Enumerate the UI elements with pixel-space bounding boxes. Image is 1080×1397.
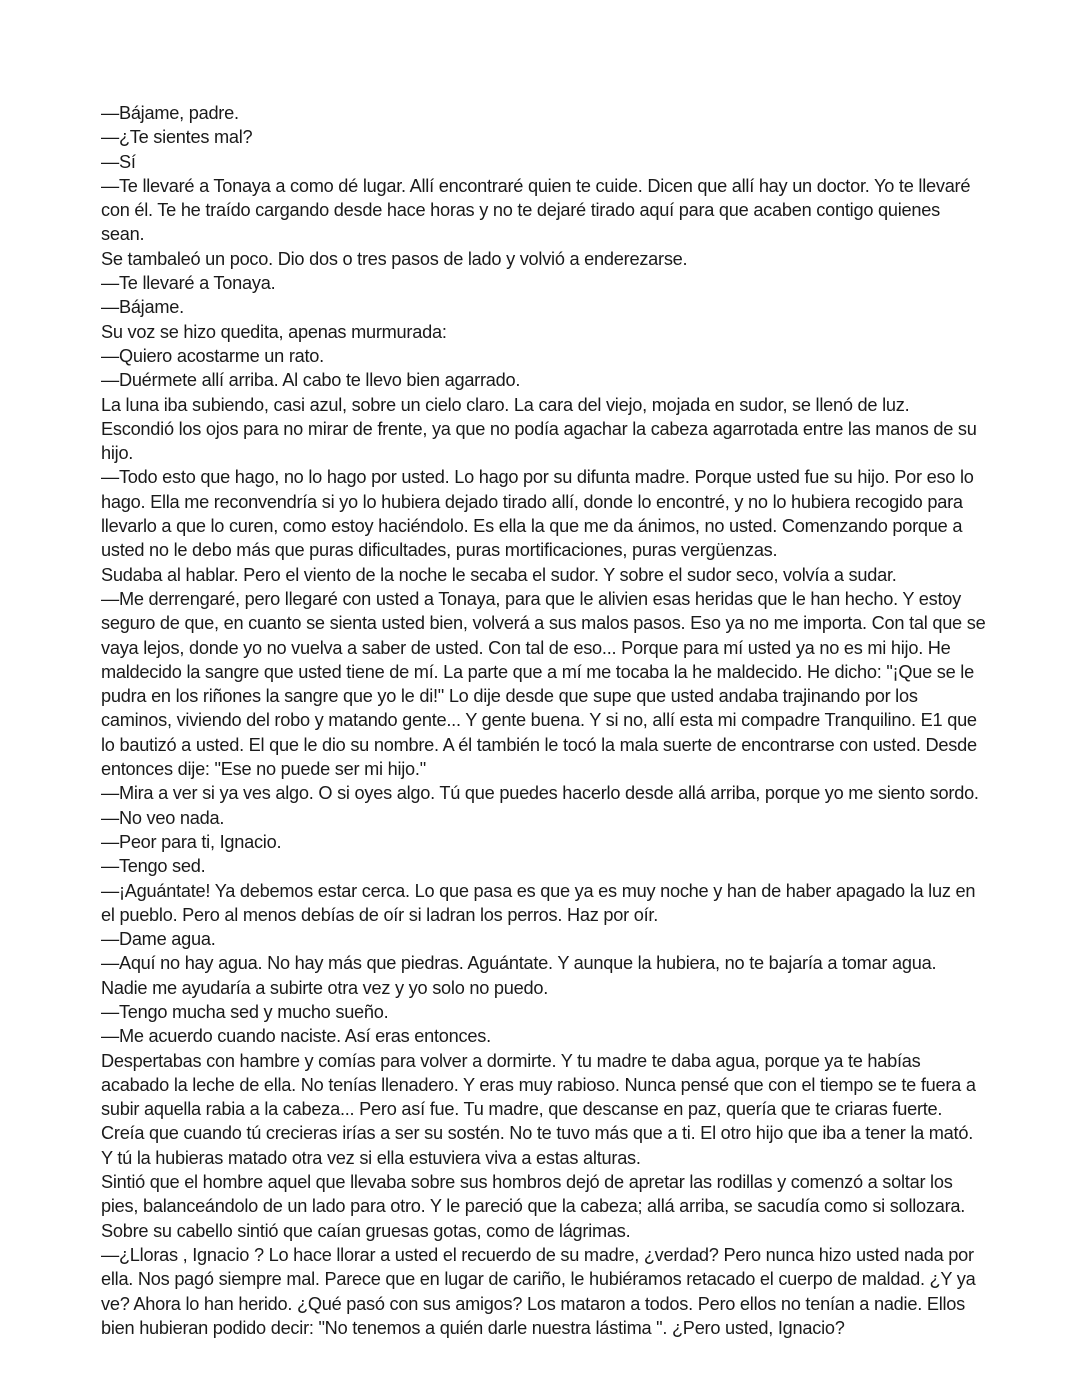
- paragraph: La luna iba subiendo, casi azul, sobre un cielo claro. La cara del viejo, mojada en sudor, se llenó de luz. Escondió los ojos para no mirar de frente, ya que no podía agachar la cabeza agarrotada entre las manos de su hijo.: [101, 394, 977, 464]
- paragraph: Sintió que el hombre aquel que llevaba sobre sus hombros dejó de apretar las rodillas y comenzó a soltar los pies, balanceándolo de un lado para otro. Y le pareció que la cabeza; allá arriba, se sacudía como si sollozara.: [101, 1172, 966, 1217]
- paragraph: —Sí: [101, 151, 136, 172]
- paragraph: —Quiero acostarme un rato.: [101, 345, 324, 366]
- paragraph: —Me acuerdo cuando naciste. Así eras entonces.: [101, 1026, 491, 1047]
- paragraph: —Tengo sed.: [101, 856, 206, 877]
- paragraph: —Bájame, padre.: [101, 103, 239, 123]
- paragraph: —¿Te sientes mal?: [101, 127, 253, 148]
- paragraph: —Dame agua.: [101, 929, 216, 950]
- paragraph: —Todo esto que hago, no lo hago por usted. Lo hago por su difunta madre. Porque usted fue su hijo. Por eso lo hago. Ella me reconvendría si yo lo hubiera dejado tirado allí, donde lo encontré, y no lo hubiera recogido para llevarlo a que lo curen, como estoy haciéndolo. Es ella la que me da ánimos, no usted. Comenzando porque a usted no le debo más que puras dificultades, puras mortificaciones, puras vergüenzas.: [101, 467, 974, 561]
- paragraph: —Bájame.: [101, 297, 184, 318]
- paragraph: —Aquí no hay agua. No hay más que piedras. Aguántate. Y aunque la hubiera, no te bajaría a tomar agua. Nadie me ayudaría a subirte otra vez y yo solo no puedo.: [101, 953, 937, 998]
- paragraph: —Tengo mucha sed y mucho sueño.: [101, 1001, 389, 1022]
- story-text: [101, 101, 986, 1340]
- paragraph: —Mira a ver si ya ves algo. O si oyes algo. Tú que puedes hacerlo desde allá arriba, porque yo me siento sordo.: [101, 783, 979, 804]
- paragraph: —Te llevaré a Tonaya a como dé lugar. Allí encontraré quien te cuide. Dicen que allí hay un doctor. Yo te llevaré con él. Te he traído cargando desde hace horas y no te dejaré tirado aquí para que acaben contigo quienes sean.: [101, 175, 971, 245]
- paragraph: Despertabas con hambre y comías para volver a dormirte. Y tu madre te daba agua, porque ya te habías acabado la leche de ella. No tenías llenadero. Y eras muy rabioso. Nunca pensé que con el tiempo se te fuera a subir aquella rabia a la cabeza... Pero así fue. Tu madre, que descanse en paz, quería que te criaras fuerte. Creía que cuando tú crecieras irías a ser su sostén. No te tuvo más que a ti. El otro hijo que iba a tener la mató. Y tú la hubieras matado otra vez si ella estuviera viva a estas alturas.: [101, 1050, 976, 1168]
- paragraph: Sudaba al hablar. Pero el viento de la noche le secaba el sudor. Y sobre el sudor seco, volvía a sudar.: [101, 564, 897, 585]
- paragraph: —¡Aguántate! Ya debemos estar cerca. Lo que pasa es que ya es muy noche y han de haber apagado la luz en el pueblo. Pero al menos debías de oír si ladran los perros. Haz por oír.: [101, 880, 976, 925]
- paragraph: Se tambaleó un poco. Dio dos o tres pasos de lado y volvió a enderezarse.: [101, 248, 688, 269]
- paragraph: —¿Lloras , Ignacio ? Lo hace llorar a usted el recuerdo de su madre, ¿verdad? Pero nunca hizo usted nada por ella. Nos pagó siempre mal. Parece que en lugar de cariño, le hubiéramos retacado el cuerpo de maldad. ¿Y ya ve? Ahora lo han herido. ¿Qué pasó con sus amigos? Los mataron a todos. Pero ellos no tenían a nadie. Ellos bien hubieran podido decir: "No tenemos a quién darle nuestra lástima ". ¿Pero usted, Ignacio?: [101, 1244, 976, 1338]
- paragraph: —No veo nada.: [101, 807, 225, 828]
- paragraph: —Peor para ti, Ignacio.: [101, 831, 282, 852]
- paragraph: —Duérmete allí arriba. Al cabo te llevo bien agarrado.: [101, 370, 521, 391]
- paragraph: —Me derrengaré, pero llegaré con usted a Tonaya, para que le alivien esas heridas que le han hecho. Y estoy seguro de que, en cuanto se sienta usted bien, volverá a sus malos pasos. Eso ya no me importa. Con tal que se vaya lejos, donde yo no vuelva a saber de usted. Con tal de eso... Porque para mí usted ya no es mi hijo. He maldecido la sangre que usted tiene de mí. La parte que a mí me tocaba la he maldecido. He dicho: "¡Que se le pudra en los riñones la sangre que yo le di!" Lo dije desde que supe que usted andaba trajinando por los caminos, viviendo del robo y matando gente... Y gente buena. Y si no, allí esta mi compadre Tranquilino. E1 que lo bautizó a usted. El que le dio su nombre. A él también le tocó la mala suerte de encontrarse con usted. Desde entonces dije: "Ese no puede ser mi hijo.": [101, 588, 986, 780]
- paragraph: Sobre su cabello sintió que caían gruesas gotas, como de lágrimas.: [101, 1220, 631, 1241]
- paragraph: Su voz se hizo quedita, apenas murmurada:: [101, 321, 447, 342]
- paragraph: —Te llevaré a Tonaya.: [101, 273, 276, 294]
